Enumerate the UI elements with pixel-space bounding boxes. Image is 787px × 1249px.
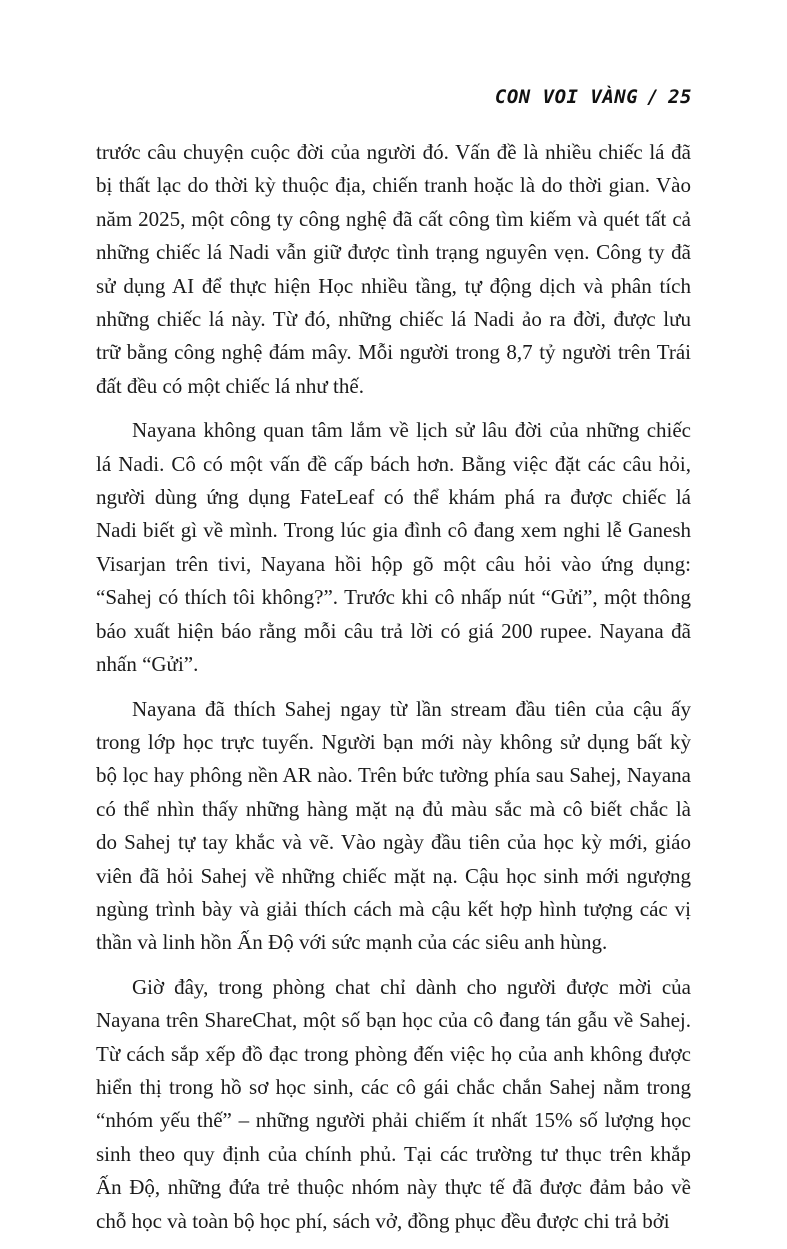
text-line: bộ lọc hay phông nền AR nào. Trên bức tường phía sau Sahej, Nayana <box>96 763 691 788</box>
running-title: CON VOI VÀNG <box>494 86 639 108</box>
text-line: Ấn Độ, những đứa trẻ thuộc nhóm này thực tế đã được đảm bảo về <box>96 1175 691 1200</box>
paragraph <box>96 693 691 960</box>
text-line: những chiếc lá này. Từ đó, những chiếc lá Nadi ảo ra đời, được lưu <box>96 307 691 332</box>
text-line: sinh theo quy định của chính phủ. Tại các trường tư thục trên khắp <box>96 1141 691 1166</box>
text-line: có thể nhìn thấy những hàng mặt nạ đủ màu sắc mà cô biết chắc là <box>96 796 691 821</box>
text-line: trong lớp học trực tuyến. Người bạn mới này không sử dụng bất kỳ <box>96 729 691 754</box>
text-line: Từ cách sắp xếp đồ đạc trong phòng đến việc họ của anh không được <box>96 1041 691 1066</box>
text-line: lá Nadi. Cô có một vấn đề cấp bách hơn. Bằng việc đặt các câu hỏi, <box>96 451 691 476</box>
paragraph <box>96 971 691 1238</box>
body-text <box>96 136 691 1249</box>
text-line: do Sahej tự tay khắc và vẽ. Vào ngày đầu tiên của học kỳ mới, giáo <box>96 830 691 855</box>
text-line: nhấn “Gửi”. <box>96 652 199 677</box>
text-line: sử dụng AI để thực hiện Học nhiều tầng, tự động dịch và phân tích <box>96 273 691 298</box>
text-line: ngùng trình bày và giải thích cách mà cậu kết hợp hình tượng các vị <box>96 896 691 921</box>
text-line: đất đều có một chiếc lá như thế. <box>96 373 364 398</box>
text-line: Giờ đây, trong phòng chat chỉ dành cho người được mời của <box>132 974 691 999</box>
text-line: hiển thị trong hồ sơ học sinh, các cô gái chắc chắn Sahej nằm trong <box>96 1074 691 1099</box>
text-line: trữ bằng công nghệ đám mây. Mỗi người trong 8,7 tỷ người trên Trái <box>96 340 691 365</box>
paragraph <box>96 414 691 681</box>
text-line: “Sahej có thích tôi không?”. Trước khi cô nhấp nút “Gửi”, một thông <box>96 585 691 610</box>
text-line: Visarjan trên tivi, Nayana hồi hộp gõ một câu hỏi vào ứng dụng: <box>96 551 691 576</box>
running-header <box>495 86 692 108</box>
text-line: chỗ học và toàn bộ học phí, sách vở, đồng phục đều được chi trả bởi <box>96 1208 670 1233</box>
text-line: người dùng ứng dụng FateLeaf có thể khám phá ra được chiếc lá <box>96 485 691 510</box>
text-line: Nadi biết gì về mình. Trong lúc gia đình cô đang xem nghi lễ Ganesh <box>96 518 691 543</box>
text-line: năm 2025, một công ty công nghệ đã cất công tìm kiếm và quét tất cả <box>96 206 691 231</box>
text-line: Nayana không quan tâm lắm về lịch sử lâu đời của những chiếc <box>132 418 691 443</box>
text-line: bị thất lạc do thời kỳ thuộc địa, chiến tranh hoặc là do thời gian. Vào <box>96 173 691 198</box>
text-line: viên đã hỏi Sahej về những chiếc mặt nạ. Cậu học sinh mới ngượng <box>96 863 691 888</box>
page-number: 25 <box>668 86 692 108</box>
text-line: Nayana trên ShareChat, một số bạn học của cô đang tán gẫu về Sahej. <box>96 1008 691 1033</box>
text-line: Nayana đã thích Sahej ngay từ lần stream đầu tiên của cậu ấy <box>132 696 691 721</box>
text-line: trước câu chuyện cuộc đời của người đó. Vấn đề là nhiều chiếc lá đã <box>96 140 691 164</box>
text-line: báo xuất hiện báo rằng mỗi câu trả lời có giá 200 rupee. Nayana đã <box>96 618 691 643</box>
header-separator: / <box>647 86 660 108</box>
text-line: “nhóm yếu thế” – những người phải chiếm ít nhất 15% số lượng học <box>96 1108 691 1133</box>
paragraph <box>96 136 691 403</box>
text-line: thần và linh hồn Ấn Độ với sức mạnh của các siêu anh hùng. <box>96 930 608 955</box>
text-line: những chiếc lá Nadi vẫn giữ được tình trạng nguyên vẹn. Công ty đã <box>96 240 691 265</box>
